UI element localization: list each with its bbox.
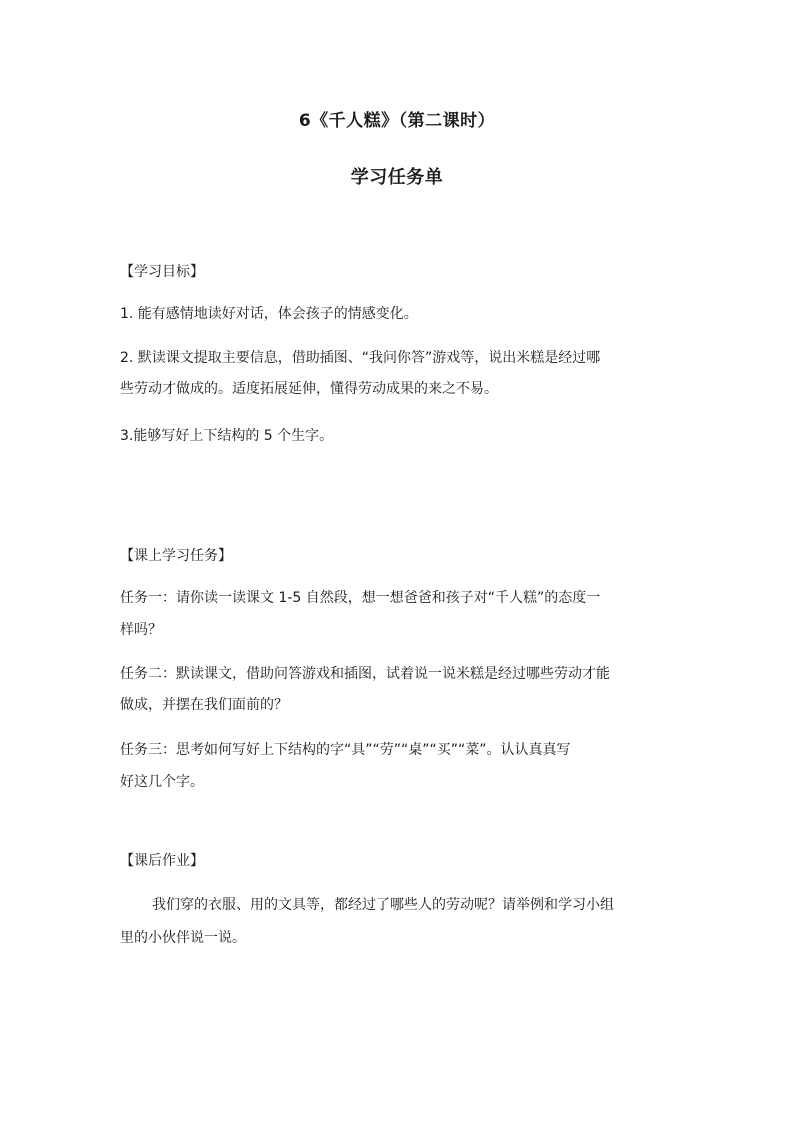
homework-text-line-1: 我们穿的衣服、用的文具等，都经过了哪些人的劳动呢？请举例和学习小组: [152, 897, 614, 913]
document-subtitle: 学习任务单: [350, 167, 444, 188]
task-2-line-2: 做成，并摆在我们面前的？: [120, 697, 288, 713]
homework-text-line-2: 里的小伙伴说一说。: [120, 930, 246, 946]
task-1-line-2: 样吗？: [120, 622, 162, 638]
goal-item-1: 1. 能有感情地读好对话，体会孩子的情感变化。: [120, 306, 418, 322]
task-3-line-2: 好这几个字。: [120, 774, 204, 790]
goal-item-2-line-1: 2. 默读课文提取主要信息，借助插图、“我问你答”游戏等，说出米糕是经过哪: [120, 350, 601, 366]
goal-item-2-line-2: 些劳动才做成的。适度拓展延伸，懂得劳动成果的来之不易。: [120, 381, 498, 397]
section-header-tasks: 【课上学习任务】: [120, 548, 232, 564]
goal-item-3: 3.能够写好上下结构的 5 个生字。: [120, 428, 334, 444]
section-header-homework: 【课后作业】: [120, 853, 204, 869]
section-header-goals: 【学习目标】: [120, 264, 204, 280]
task-1-line-1: 任务一：请你读一读课文 1-5 自然段，想一想爸爸和孩子对“千人糕”的态度一: [120, 590, 601, 606]
document-title: 6《千人糕》（第二课时）: [298, 111, 496, 131]
task-2-line-1: 任务二：默读课文，借助问答游戏和插图，试着说一说米糕是经过哪些劳动才能: [120, 666, 610, 682]
task-3-line-1: 任务三：思考如何写好上下结构的字“具”“劳”“桌”“买”“菜”。认认真真写: [120, 742, 571, 758]
